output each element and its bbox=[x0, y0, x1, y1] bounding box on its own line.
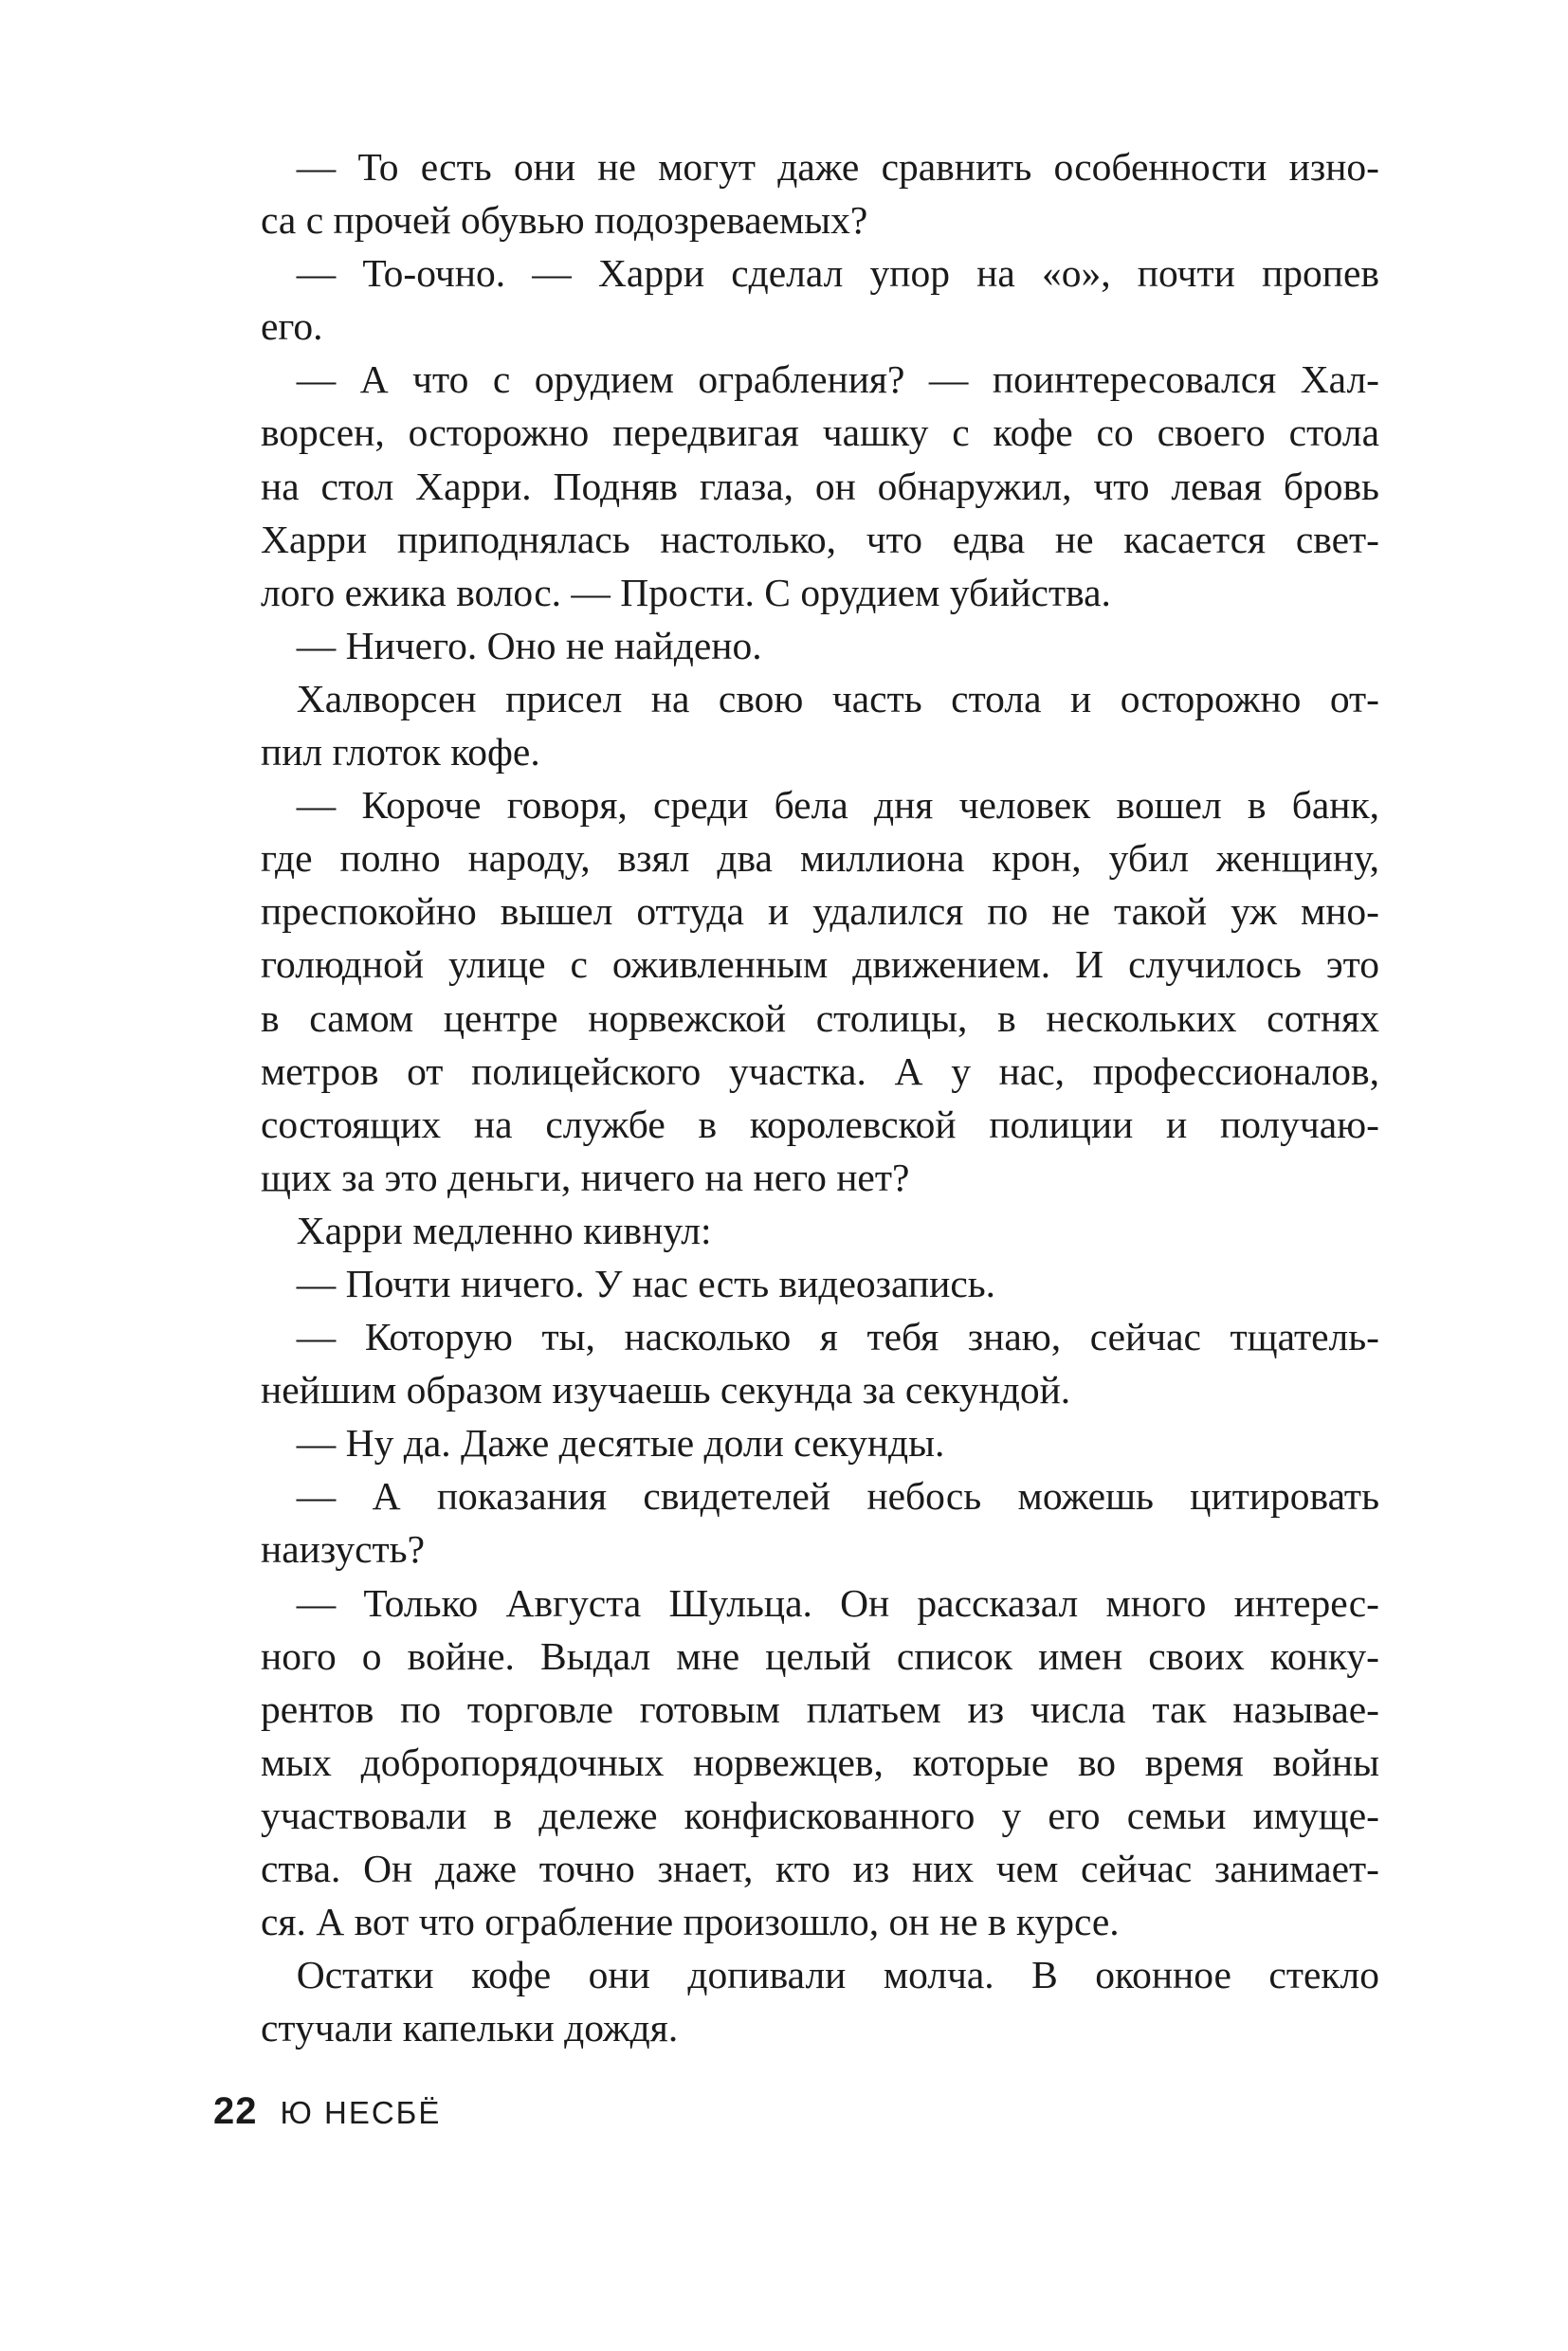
text-line: мых добропорядочных норвежцев, которые во время войны bbox=[261, 1740, 1379, 1784]
text-line: Халворсен присел на свою часть стола и осторожно от- bbox=[296, 676, 1379, 720]
text-line: — Ну да. Даже десятые доли секунды. bbox=[296, 1421, 945, 1466]
text-line: лого ежика волос. — Прости. С орудием убийства. bbox=[261, 570, 1111, 614]
text-line: ства. Он даже точно знает, кто из них чем сейчас занимает- bbox=[261, 1847, 1379, 1890]
text-line: Остатки кофе они допивали молча. В оконное стекло bbox=[296, 1953, 1379, 1997]
text-line: ворсен, осторожно передвигая чашку с кофе со своего стола bbox=[261, 410, 1379, 455]
text-line: на стол Харри. Подняв глаза, он обнаружил, что левая бровь bbox=[261, 464, 1379, 508]
text-line: состоящих на службе в королевской полиции и получаю- bbox=[261, 1102, 1379, 1146]
body-text bbox=[261, 140, 1379, 2054]
text-line: — То есть они не могут даже сравнить особенности изно- bbox=[296, 145, 1379, 189]
running-head-author: Ю НЕСБЁ bbox=[280, 2095, 442, 2130]
text-line: — Почти ничего. У нас есть видеозапись. bbox=[296, 1261, 996, 1305]
page-footer bbox=[213, 2090, 441, 2138]
text-line: са с прочей обувью подозреваемых? bbox=[261, 198, 868, 243]
text-line: ного о войне. Выдал мне целый список имен своих конку- bbox=[261, 1633, 1379, 1678]
text-line: — Только Августа Шульца. Он рассказал много интерес- bbox=[296, 1580, 1379, 1625]
text-line: пил глоток кофе. bbox=[261, 730, 540, 775]
text-line: нейшим образом изучаешь секунда за секундой. bbox=[261, 1368, 1071, 1412]
text-line: рентов по торговле готовым платьем из числа так называе- bbox=[261, 1686, 1379, 1731]
page-number: 22 bbox=[213, 2090, 258, 2132]
text-line: преспокойно вышел оттуда и удалился по не такой уж мно- bbox=[261, 889, 1379, 934]
text-line: — Которую ты, насколько я тебя знаю, сейчас тщатель- bbox=[296, 1315, 1379, 1359]
text-line: участвовали в дележе конфискованного у его семьи имуще- bbox=[261, 1793, 1379, 1837]
text-line: стучали капельки дождя. bbox=[261, 2006, 679, 2050]
text-line: его. bbox=[261, 304, 323, 349]
text-line: наизусть? bbox=[261, 1527, 426, 1572]
text-line: Харри медленно кивнул: bbox=[296, 1208, 712, 1252]
text-line: где полно народу, взял два миллиона крон, убил женщину, bbox=[261, 836, 1379, 881]
text-line: метров от полицейского участка. А у нас, профессионалов, bbox=[261, 1048, 1379, 1093]
text-line: — Короче говоря, среди бела дня человек вошел в банк, bbox=[296, 783, 1379, 828]
text-line: — То-очно. — Харри сделал упор на «о», почти пропев bbox=[296, 251, 1379, 296]
text-line: щих за это деньги, ничего на него нет? bbox=[261, 1155, 910, 1199]
text-line: в самом центре норвежской столицы, в нескольких сотнях bbox=[261, 995, 1379, 1040]
text-line: Харри приподнялась настолько, что едва не касается свет- bbox=[261, 517, 1379, 561]
text-line: — А показания свидетелей небось можешь цитировать bbox=[296, 1474, 1379, 1519]
text-line: — Ничего. Оно не найдено. bbox=[296, 623, 762, 667]
text-line: голюдной улице с оживленным движением. И случилось это bbox=[261, 942, 1379, 987]
text-line: — А что с орудием ограбления? — поинтересовался Хал- bbox=[296, 357, 1379, 402]
text-line: ся. А вот что ограбление произошло, он не в курсе. bbox=[261, 1900, 1120, 1944]
